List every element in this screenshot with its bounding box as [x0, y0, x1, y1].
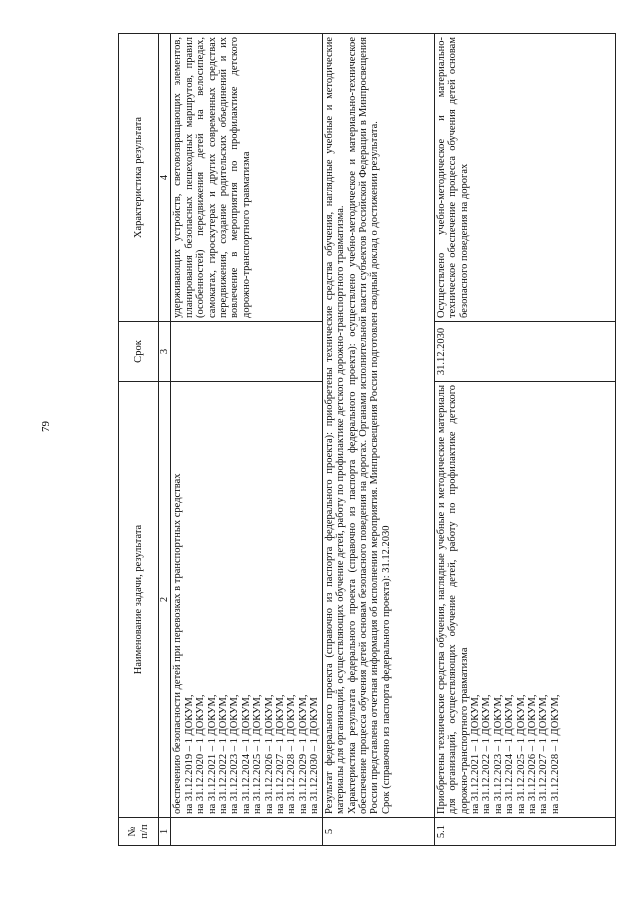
row51-characteristic: Осуществлено учебно-методическое и материально-техническое обеспечение процесса обучения детей основам безопасного поведения на дорогах [434, 34, 615, 322]
row51-task-line: на 31.12.2021 – 1 ДОКУМ, [469, 694, 481, 814]
table-row-5-1 [434, 34, 615, 846]
row1-task-line: на 31.12.2021 – 1 ДОКУМ, [206, 694, 218, 814]
row51-task-cell [434, 382, 615, 818]
page-number: 79 [40, 421, 52, 432]
row51-task-title: Приобретены технические средства обучения, наглядные учебные и методические материалы для организаций, осуществляющих обучение детей, работу по профилактике детского дорожно-транспортного травматизма [435, 385, 470, 814]
row1-number [171, 818, 322, 846]
row5-characteristic: Характеристика результата федерального проекта (справочно из паспорта федерального проекта): осуществлено учебно-методическое и материально-техническое обеспечение процесса обучения детей основам безопасного поведения на дорогах. Органами исполнительной власти субъектов Российской Федерации в Минпросвещения России представлена отчетная информация об исполнении мероприятия. Минпросвещения России подготовлен сводный доклад о достижении результата. [346, 37, 381, 814]
row1-task-line: на 31.12.2028 – 1 ДОКУМ, [286, 694, 298, 814]
row51-task-line: на 31.12.2027 – 1 ДОКУМ, [538, 694, 550, 814]
row1-characteristic: удерживающих устройств, световозвращающих элементов, планирования безопасных пешеходных маршрутов, правил (особенностей) передвижения детей на велосипедах, самокатах, гироскутерах и других современных средствах передвижения, создание родительских объединений и их вовлечение в мероприятия по профилактике детского дорожно-транспортного травматизма [171, 34, 322, 322]
header-characteristic: Характеристика результата [119, 34, 159, 322]
row51-task-line: на 31.12.2023 – 1 ДОКУМ, [492, 694, 504, 814]
row1-task-line: на 31.12.2020 – 1 ДОКУМ, [195, 694, 207, 814]
row51-task-line: на 31.12.2028 – 1 ДОКУМ, [549, 694, 561, 814]
row1-task-line: на 31.12.2030 – 1 ДОКУМ [309, 697, 321, 814]
header-term: Срок [119, 322, 159, 382]
row5-result: Результат федерального проекта (справочно из паспорта федерального проекта): приобретены технические средства обучения, наглядные учебные и методические материалы для организаций, осуществляющих обучение детей, работу по профилактике детского дорожно-транспортного травматизма. [323, 37, 347, 814]
row1-task-line: на 31.12.2029 – 1 ДОКУМ, [297, 694, 309, 814]
row51-task-line: на 31.12.2022 – 1 ДОКУМ, [481, 694, 493, 814]
table-row-continuation [171, 34, 322, 846]
row1-task-line: на 31.12.2027 – 1 ДОКУМ, [275, 694, 287, 814]
colnum-4: 4 [159, 34, 171, 322]
row5-merged-cell [322, 34, 434, 818]
table-row-5 [322, 34, 434, 846]
row5-deadline: Срок (справочно из паспорта федерального проекта): 31.12.2030 [380, 525, 392, 814]
row1-task-line: обеспечению безопасности детей при перевозках в транспортных средствах [172, 473, 184, 814]
row1-task-line: на 31.12.2024 – 1 ДОКУМ, [240, 694, 252, 814]
row1-task-cell [171, 382, 322, 818]
row1-task-line: на 31.12.2019 – 1 ДОКУМ, [183, 694, 195, 814]
column-number-row [159, 34, 171, 846]
row51-number: 5.1 [434, 818, 615, 846]
row51-task-line: на 31.12.2024 – 1 ДОКУМ, [504, 694, 516, 814]
colnum-3: 3 [159, 322, 171, 382]
row51-task-line: на 31.12.2025 – 1 ДОКУМ, [515, 694, 527, 814]
table-header-row [119, 34, 159, 846]
row51-term: 31.12.2030 [434, 322, 615, 382]
row1-term [171, 322, 322, 382]
results-table [118, 33, 616, 846]
header-task-name: Наименование задачи, результата [119, 382, 159, 818]
header-number: № п/п [119, 818, 159, 846]
colnum-1: 1 [159, 818, 171, 846]
row1-task-line: на 31.12.2022 – 1 ДОКУМ, [218, 694, 230, 814]
colnum-2: 2 [159, 382, 171, 818]
results-table-rotated [118, 34, 616, 846]
row5-number: 5 [322, 818, 434, 846]
row51-task-line: на 31.12.2026 – 1 ДОКУМ, [526, 694, 538, 814]
row1-task-line: на 31.12.2023 – 1 ДОКУМ, [229, 694, 241, 814]
row1-task-line: на 31.12.2025 – 1 ДОКУМ, [252, 694, 264, 814]
row1-task-line: на 31.12.2026 – 1 ДОКУМ, [263, 694, 275, 814]
